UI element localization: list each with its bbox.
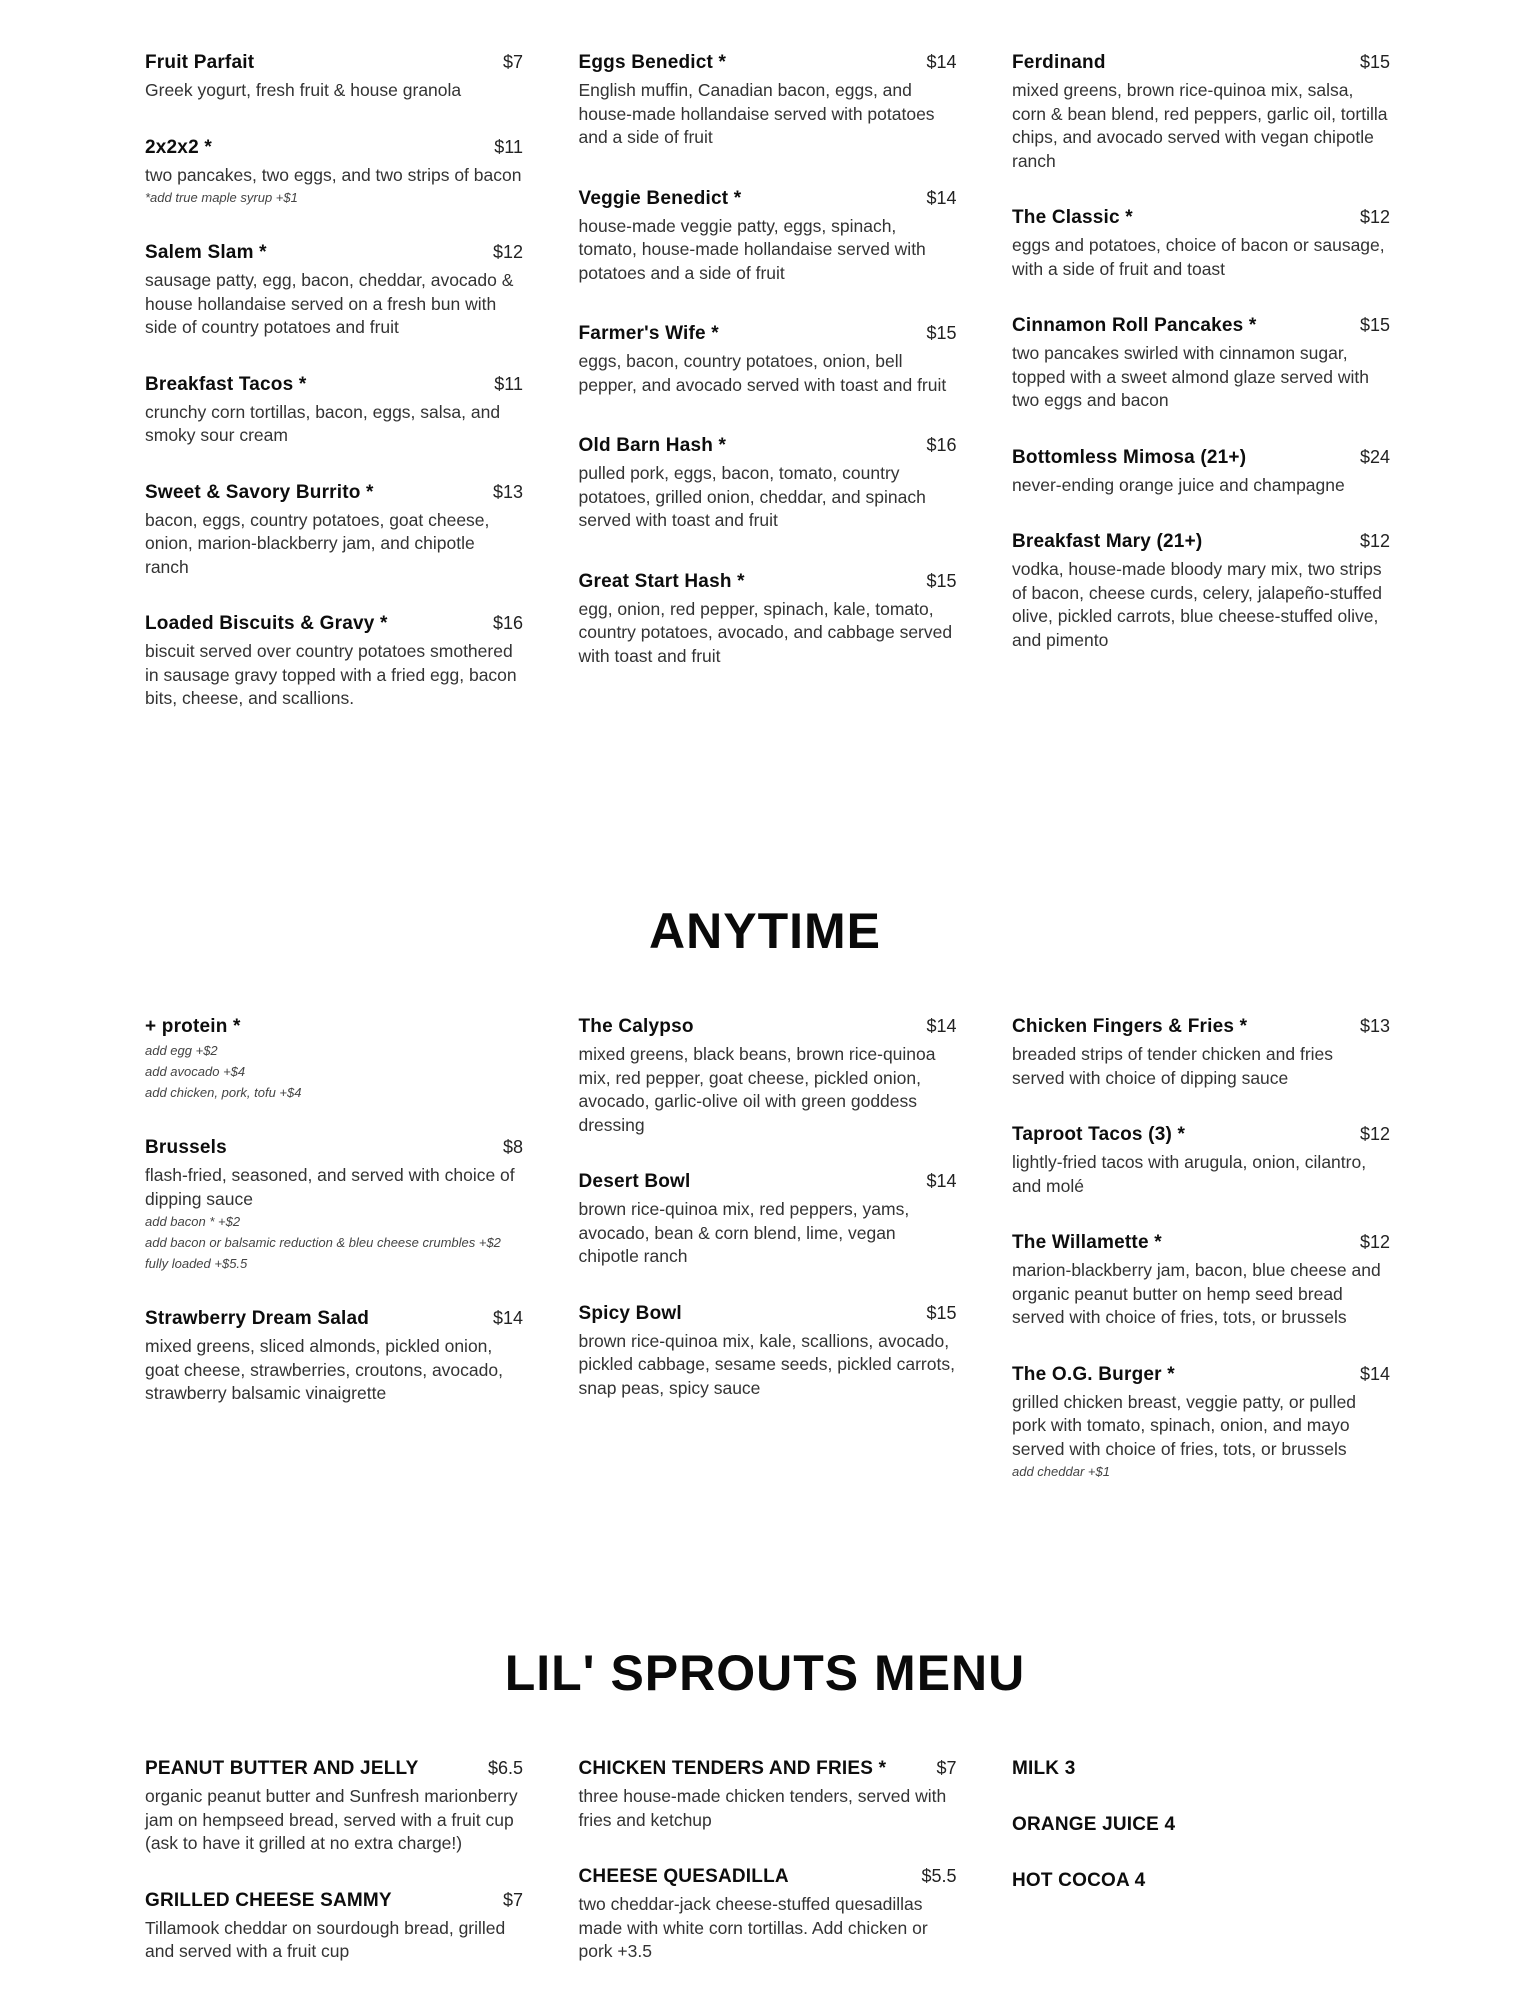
menu-item-name: Veggie Benedict *: [578, 187, 742, 209]
menu-item-header: [579, 52, 957, 74]
menu-item: [579, 323, 957, 397]
menu-item-description: vodka, house-made bloody mary mix, two strips of bacon, cheese curds, celery, jalapeño-stuffed olive, pickled carrots, blue cheese-stuffed olive, and pimento: [1012, 559, 1382, 650]
menu-item: [1012, 1016, 1390, 1090]
menu-item-name: PEANUT BUTTER AND JELLY: [145, 1758, 419, 1779]
menu-item-header: [1012, 1814, 1390, 1836]
menu-item: [579, 1866, 957, 1964]
menu-item: [579, 1303, 957, 1401]
menu-item-price: $15: [1359, 315, 1390, 335]
menu-item-header: [1012, 1870, 1390, 1892]
menu-item: [1012, 447, 1390, 498]
menu-item-price: $15: [1359, 52, 1390, 72]
menu-item-addon-note: *add true maple syrup +$1: [145, 190, 298, 205]
menu-item-name: Great Start Hash *: [578, 570, 745, 592]
menu-item-price: $8: [502, 1137, 523, 1157]
menu-item-header: [579, 1016, 957, 1038]
menu-item-header: [579, 1303, 957, 1325]
menu-item-header: [145, 137, 523, 159]
menu-item-header: [145, 52, 523, 74]
menu-item-name: MILK 3: [1012, 1758, 1076, 1779]
menu-item-name: Loaded Biscuits & Gravy *: [145, 613, 388, 634]
menu-item-description: bacon, eggs, country potatoes, goat cheese, onion, marion-blackberry jam, and chipotle ranch: [145, 509, 490, 577]
menu-item: [1012, 1758, 1390, 1780]
menu-item-header: [579, 323, 957, 345]
menu-item-header: [1012, 1364, 1390, 1386]
menu-item-description: egg, onion, red pepper, spinach, kale, tomato, country potatoes, avocado, and cabbage served with toast and fruit: [578, 598, 953, 666]
menu-item: [1012, 1364, 1390, 1483]
menu-item-price: $15: [926, 570, 957, 591]
menu-item-description: never-ending orange juice and champagne: [1012, 474, 1345, 495]
menu-item-description: house-made veggie patty, eggs, spinach, tomato, house-made hollandaise served with potatoes and a side of fruit: [578, 215, 926, 283]
menu-item: [579, 1758, 957, 1832]
menu-item-name: The Willamette *: [1012, 1232, 1162, 1253]
menu-item-price: $14: [926, 1016, 957, 1036]
menu-item-header: [1012, 1124, 1390, 1146]
menu-item-description: organic peanut butter and Sunfresh marionberry jam on hempseed bread, served with a fruit cup (ask to have it grilled at no extra charge!): [145, 1786, 518, 1853]
menu-item-header: [145, 242, 523, 264]
menu-item-description: breaded strips of tender chicken and fries served with choice of dipping sauce: [1012, 1044, 1334, 1088]
menu-item-name: Spicy Bowl: [578, 1302, 682, 1324]
anytime-section-title: ANYTIME: [649, 903, 881, 959]
menu-item-name: Cinnamon Roll Pancakes *: [1012, 315, 1257, 336]
breakfast-column-3: [1012, 52, 1390, 745]
menu-item: [145, 1890, 523, 1964]
anytime-column-1: [145, 1016, 523, 1516]
menu-item-header: [145, 482, 523, 504]
menu-item-price: $7: [936, 1758, 957, 1778]
menu-item-name: Taproot Tacos (3) *: [1012, 1124, 1186, 1145]
menu-item-header: [1012, 531, 1390, 553]
anytime-section: [145, 1016, 1390, 1516]
menu-item-price: $11: [494, 136, 523, 157]
menu-item-price: $14: [926, 1171, 957, 1191]
menu-item-description: Greek yogurt, fresh fruit & house granola: [145, 80, 462, 100]
menu-item-description: mixed greens, black beans, brown rice-quinoa mix, red pepper, goat cheese, pickled onion, avocado, garlic-olive oil with green goddess dressing: [578, 1044, 936, 1135]
menu-item-addon-note: add avocado +$4: [145, 1064, 246, 1079]
menu-item-description: biscuit served over country potatoes smothered in sausage gravy topped with a fried egg, bacon bits, cheese, and scallions.: [145, 641, 517, 708]
menu-item-price: $6.5: [487, 1758, 523, 1778]
menu-item: [145, 1016, 523, 1103]
menu-item-name: Sweet & Savory Burrito *: [145, 481, 374, 503]
menu-item-description: mixed greens, brown rice-quinoa mix, salsa, corn & bean blend, red peppers, garlic oil, tortilla chips, and avocado served with vegan chipotle ranch: [1012, 80, 1388, 171]
sprouts-section: [145, 1758, 1390, 1998]
menu-item-name: Chicken Fingers & Fries *: [1012, 1016, 1248, 1037]
menu-item-name: The Classic *: [1012, 207, 1133, 228]
menu-item-header: [579, 435, 957, 457]
menu-item-name: CHICKEN TENDERS AND FRIES *: [578, 1758, 887, 1779]
menu-item-description: two pancakes, two eggs, and two strips of bacon: [145, 164, 522, 185]
menu-item: [1012, 1814, 1390, 1836]
menu-item-header: [1012, 315, 1390, 337]
menu-item: [1012, 1870, 1390, 1892]
menu-item-description: three house-made chicken tenders, served with fries and ketchup: [578, 1786, 947, 1830]
breakfast-column-2: [579, 52, 957, 745]
menu-item: [1012, 531, 1390, 652]
menu-item: [579, 435, 957, 533]
menu-item-name: Eggs Benedict *: [578, 52, 727, 73]
sprouts-column-1: [145, 1758, 523, 1998]
sprouts-column-3: [1012, 1758, 1390, 1998]
menu-item-name: + protein *: [145, 1016, 241, 1037]
menu-item-name: CHEESE QUESADILLA: [578, 1866, 789, 1887]
menu-item-description: Tillamook cheddar on sourdough bread, grilled and served with a fruit cup: [145, 1917, 506, 1961]
menu-item-header: [579, 1758, 957, 1780]
menu-item-price: $16: [492, 613, 523, 633]
sprouts-column-2: [579, 1758, 957, 1998]
menu-item-description: grilled chicken breast, veggie patty, or pulled pork with tomato, spinach, onion, and mayo served with choice of fries, tots, or brussels: [1012, 1391, 1357, 1459]
anytime-column-3: [1012, 1016, 1390, 1516]
menu-item-addon-note: fully loaded +$5.5: [145, 1256, 248, 1271]
menu-item-header: [1012, 1232, 1390, 1254]
menu-item-description: brown rice-quinoa mix, kale, scallions, avocado, pickled cabbage, sesame seeds, pickled carrots, snap peas, spicy sauce: [578, 1330, 955, 1398]
menu-item-header: [1012, 207, 1390, 229]
menu-item: [145, 242, 523, 340]
anytime-column-2: [579, 1016, 957, 1516]
menu-item-description: lightly-fried tacos with arugula, onion, cilantro, and molé: [1012, 1152, 1367, 1196]
menu-item-name: Strawberry Dream Salad: [145, 1308, 370, 1329]
menu-item-price: $11: [494, 373, 523, 394]
breakfast-column-1: [145, 52, 523, 745]
menu-item-header: [579, 1171, 957, 1193]
menu-item-price: $12: [1359, 207, 1390, 227]
menu-item-price: $12: [1359, 531, 1390, 551]
menu-item-header: [145, 1137, 523, 1159]
menu-item-name: ORANGE JUICE 4: [1012, 1814, 1176, 1835]
menu-item: [1012, 1124, 1390, 1198]
menu-item-addon-note: add bacon or balsamic reduction & bleu cheese crumbles +$2: [145, 1235, 501, 1250]
menu-item-name: 2x2x2 *: [145, 136, 212, 158]
menu-item-description: mixed greens, sliced almonds, pickled onion, goat cheese, strawberries, croutons, avocado, strawberry balsamic vinaigrette: [145, 1336, 503, 1403]
menu-item-name: HOT COCOA 4: [1012, 1870, 1146, 1891]
menu-item-description: sausage patty, egg, bacon, cheddar, avocado & house hollandaise served on a fresh bun with side of country potatoes and fruit: [145, 270, 514, 337]
menu-item-price: $13: [1359, 1016, 1390, 1036]
menu-item-header: [1012, 52, 1390, 74]
menu-item: [1012, 315, 1390, 413]
menu-item-header: [145, 1308, 523, 1330]
menu-item: [579, 188, 957, 286]
menu-item-name: The Calypso: [578, 1016, 694, 1037]
menu-item-header: [1012, 1758, 1390, 1780]
menu-item: [1012, 207, 1390, 281]
menu-item: [1012, 1232, 1390, 1330]
menu-item-name: Salem Slam *: [145, 242, 267, 263]
menu-item-name: Farmer's Wife *: [578, 323, 719, 344]
menu-item-header: [145, 1016, 523, 1038]
menu-item: [579, 1016, 957, 1137]
menu-item-description: brown rice-quinoa mix, red peppers, yams, avocado, bean & corn blend, lime, vegan chipotle ranch: [578, 1199, 910, 1266]
menu-item-price: $7: [502, 52, 523, 72]
menu-item-price: $7: [502, 1889, 523, 1910]
menu-item: [145, 482, 523, 580]
menu-item-addon-note: add egg +$2: [145, 1043, 218, 1058]
menu-item-name: Ferdinand: [1012, 52, 1106, 73]
menu-item-price: $12: [1359, 1232, 1390, 1252]
menu-item-price: $24: [1359, 446, 1390, 467]
menu-item-description: pulled pork, eggs, bacon, tomato, country potatoes, grilled onion, cheddar, and spinach served with toast and fruit: [578, 463, 926, 530]
menu-item: [1012, 52, 1390, 173]
menu-item-price: $5.5: [921, 1866, 957, 1886]
menu-item: [145, 1308, 523, 1406]
menu-item-price: $16: [926, 435, 957, 455]
menu-item: [145, 52, 523, 103]
breakfast-section: [145, 52, 1390, 745]
menu-item-description: two pancakes swirled with cinnamon sugar, topped with a sweet almond glaze served with two eggs and bacon: [1012, 343, 1370, 410]
menu-item-name: Brussels: [145, 1137, 227, 1158]
menu-item-header: [1012, 447, 1390, 469]
menu-item-price: $12: [1359, 1124, 1390, 1144]
menu-item-name: Fruit Parfait: [145, 52, 255, 73]
menu-item-addon-note: add cheddar +$1: [1012, 1464, 1110, 1479]
menu-item-addon-note: add bacon * +$2: [145, 1214, 241, 1229]
menu-item-price: $15: [926, 323, 957, 343]
menu-item-name: Desert Bowl: [578, 1171, 691, 1192]
menu-item-header: [1012, 1016, 1390, 1038]
menu-item-price: $12: [492, 242, 523, 262]
menu-item-header: [145, 613, 523, 635]
menu-item-description: marion-blackberry jam, bacon, blue cheese and organic peanut butter on hemp seed bread served with choice of fries, tots, or brussels: [1012, 1260, 1381, 1327]
menu-item-addon-note: add chicken, pork, tofu +$4: [145, 1085, 302, 1100]
sprouts-section-title: LIL' SPROUTS MENU: [504, 1645, 1026, 1701]
menu-item-name: Breakfast Tacos *: [145, 373, 307, 395]
menu-item-price: $13: [492, 481, 523, 502]
menu-item-description: English muffin, Canadian bacon, eggs, and house-made hollandaise served with potatoes and a side of fruit: [578, 80, 935, 147]
menu-item-price: $14: [926, 187, 957, 208]
menu-item-description: flash-fried, seasoned, and served with choice of dipping sauce: [145, 1165, 515, 1209]
menu-item-header: [145, 1758, 523, 1780]
menu-item: [145, 613, 523, 711]
menu-item-name: Bottomless Mimosa (21+): [1012, 446, 1247, 468]
menu-item-price: $14: [926, 52, 957, 72]
menu-item-price: $14: [1359, 1363, 1390, 1384]
menu-item: [145, 137, 523, 209]
menu-item: [579, 1171, 957, 1269]
menu-item-name: GRILLED CHEESE SAMMY: [145, 1889, 392, 1911]
menu-item-name: Old Barn Hash *: [578, 435, 727, 456]
menu-item-header: [579, 188, 957, 210]
menu-item-description: crunchy corn tortillas, bacon, eggs, salsa, and smoky sour cream: [145, 401, 501, 445]
menu-item-description: two cheddar-jack cheese-stuffed quesadillas made with white corn tortillas. Add chicken or pork +3.5: [578, 1894, 928, 1961]
menu-item-description: eggs and potatoes, choice of bacon or sausage, with a side of fruit and toast: [1012, 235, 1385, 279]
menu-item: [145, 1137, 523, 1274]
menu-item: [579, 571, 957, 669]
menu-item: [145, 1758, 523, 1856]
menu-item-header: [579, 571, 957, 593]
menu-item-header: [145, 1890, 523, 1912]
menu-item-header: [579, 1866, 957, 1888]
menu-item-description: eggs, bacon, country potatoes, onion, bell pepper, and avocado served with toast and fruit: [578, 351, 947, 395]
menu-item-price: $15: [926, 1302, 957, 1323]
menu-item-name: Breakfast Mary (21+): [1012, 531, 1203, 552]
menu-item-name: The O.G. Burger *: [1012, 1363, 1175, 1385]
menu-item-header: [145, 374, 523, 396]
menu-item-price: $14: [492, 1308, 523, 1328]
menu-item: [579, 52, 957, 150]
menu-item: [145, 374, 523, 448]
